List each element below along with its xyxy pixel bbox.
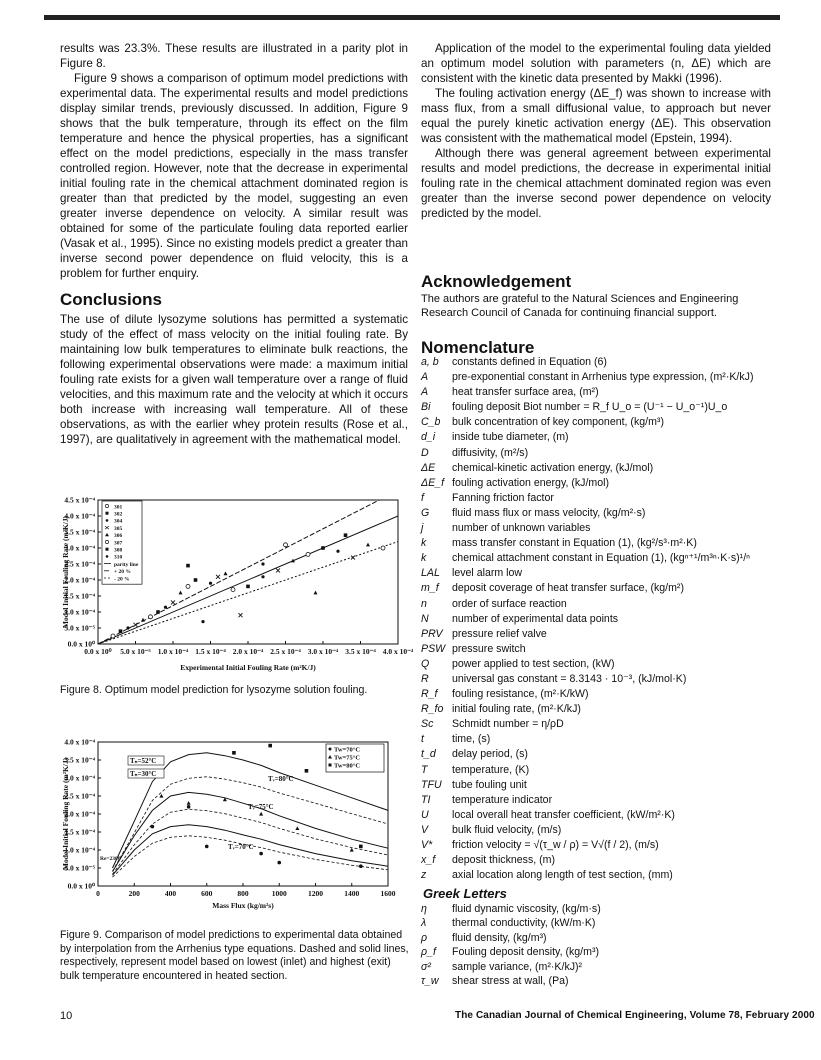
symbol: PSW bbox=[421, 642, 446, 655]
symbol: a, b bbox=[421, 356, 439, 368]
x-tick-label: 4.0 x 10⁻⁴ bbox=[382, 647, 413, 656]
y-tick-label: 1.5 x 10⁻⁴ bbox=[64, 591, 95, 601]
symbol: σ² bbox=[421, 960, 431, 973]
legend-marker bbox=[329, 764, 332, 767]
nomenclature-item bbox=[421, 612, 781, 627]
y-tick-label: 4.5 x 10⁻⁴ bbox=[64, 495, 95, 505]
nomenclature-item bbox=[421, 370, 781, 385]
definition: shear stress at wall, (Pa) bbox=[452, 975, 569, 988]
data-point bbox=[246, 585, 250, 589]
annotation: Tᵥ=70°C bbox=[228, 843, 254, 851]
data-point bbox=[366, 543, 370, 547]
x-tick-label: 1600 bbox=[380, 889, 396, 898]
data-point bbox=[314, 591, 318, 595]
definition: pre-exponential constant in Arrhenius type expression, (m²·K/kJ) bbox=[452, 371, 754, 384]
symbol: N bbox=[421, 612, 429, 625]
nomenclature-item bbox=[421, 747, 781, 762]
greek-item bbox=[421, 916, 781, 930]
y-tick-label: 4.0 x 10⁻⁴ bbox=[64, 511, 95, 521]
greek-item bbox=[421, 931, 781, 945]
acknowledgement-body: The authors are grateful to the Natural Sciences and Engineering Research Council of Canada for continuing financial support. bbox=[421, 293, 739, 319]
data-point bbox=[261, 575, 264, 578]
symbol: V* bbox=[421, 839, 433, 851]
symbol: ΔE bbox=[421, 461, 436, 474]
nomenclature-item bbox=[421, 400, 781, 415]
definition: fouling deposit Biot number = R_f U_o = (U⁻¹ − U_o⁻¹)U_o bbox=[452, 401, 728, 414]
y-tick-label: 0.0 x 10⁰ bbox=[67, 639, 95, 649]
definition: fluid mass flux or mass velocity, (kg/m²·s) bbox=[452, 506, 646, 519]
annotation: Tₙ=52°C bbox=[130, 757, 157, 765]
symbol: η bbox=[421, 903, 427, 915]
y-tick-label: 3.5 x 10⁻⁴ bbox=[64, 755, 95, 765]
definition: Fanning friction factor bbox=[452, 491, 554, 504]
symbol: x_f bbox=[421, 854, 436, 867]
definition: sample variance, (m²·K/kJ)² bbox=[452, 960, 583, 973]
symbol: D bbox=[421, 446, 429, 459]
x-tick-label: 1.0 x 10⁻⁴ bbox=[157, 647, 189, 656]
data-point bbox=[205, 845, 209, 849]
x-tick-label: 2.5 x 10⁻⁴ bbox=[270, 647, 301, 656]
data-point bbox=[209, 582, 212, 585]
y-tick-label: 1.5 x 10⁻⁴ bbox=[64, 827, 95, 837]
symbol: t bbox=[421, 733, 424, 746]
paragraph: results was 23.3%. These results are illustrated in a parity plot in Figure 8. bbox=[60, 42, 408, 70]
data-point bbox=[321, 546, 325, 550]
greek-letters-list bbox=[421, 902, 781, 988]
figure-9-chart bbox=[58, 736, 413, 924]
definition: delay period, (s) bbox=[452, 748, 528, 761]
legend-label: Tw=75°C bbox=[334, 754, 361, 762]
data-point bbox=[186, 584, 190, 588]
nomenclature-list bbox=[421, 355, 781, 883]
legend-label: 306 bbox=[114, 533, 123, 540]
definition: constants defined in Equation (6) bbox=[452, 356, 607, 368]
nomenclature-item bbox=[421, 808, 781, 823]
data-point bbox=[179, 591, 183, 595]
symbol: k bbox=[421, 537, 427, 550]
legend-marker bbox=[105, 540, 108, 543]
symbol: ΔE_f bbox=[421, 476, 445, 489]
legend-label: - 20 % bbox=[114, 576, 130, 583]
definition: bulk concentration of key component, (kg/m³) bbox=[452, 416, 664, 429]
right-column-text bbox=[421, 41, 771, 221]
data-point bbox=[194, 578, 198, 582]
symbol: G bbox=[421, 506, 430, 519]
x-tick-label: 800 bbox=[237, 889, 249, 898]
nomenclature-item bbox=[421, 793, 781, 808]
figure-8-chart bbox=[58, 492, 413, 680]
nomenclature-item bbox=[421, 430, 781, 445]
data-point bbox=[111, 634, 115, 638]
annotation: Tₙ=30°C bbox=[130, 770, 157, 778]
definition: local overall heat transfer coefficient, (kW/m²·K) bbox=[452, 808, 675, 821]
data-point bbox=[268, 744, 272, 748]
greek-item bbox=[421, 945, 781, 959]
symbol: d_i bbox=[421, 431, 436, 444]
y-tick-label: 1.0 x 10⁻⁴ bbox=[64, 607, 95, 617]
nomenclature-item bbox=[421, 823, 781, 838]
data-point bbox=[119, 629, 123, 633]
definition: diffusivity, (m²/s) bbox=[452, 446, 529, 459]
annotation: Tᵥ=75°C bbox=[248, 803, 274, 811]
x-axis-label: Mass Flux (kg/m²s) bbox=[212, 901, 274, 910]
symbol: t_d bbox=[421, 748, 436, 761]
symbol: m_f bbox=[421, 582, 439, 595]
definition: axial location along length of test section, (mm) bbox=[452, 869, 673, 882]
definition: pressure relief valve bbox=[452, 627, 547, 640]
definition: tube fouling unit bbox=[452, 778, 527, 791]
legend-marker bbox=[106, 548, 109, 551]
definition: thermal conductivity, (kW/m·K) bbox=[452, 917, 596, 930]
data-point bbox=[216, 575, 220, 579]
definition: chemical-kinetic activation energy, (kJ/mol) bbox=[452, 461, 654, 474]
symbol: z bbox=[421, 869, 427, 882]
line-2 bbox=[98, 542, 398, 644]
left-column-text bbox=[60, 41, 408, 281]
y-tick-label: 2.0 x 10⁻⁴ bbox=[64, 575, 95, 585]
legend-label: 304 bbox=[114, 518, 123, 525]
nomenclature-item bbox=[421, 687, 781, 702]
legend-marker bbox=[105, 504, 108, 507]
symbol: λ bbox=[421, 917, 427, 930]
data-point bbox=[344, 533, 348, 537]
data-point bbox=[306, 552, 310, 556]
paragraph: Figure 9 shows a comparison of optimum model predictions with experimental data. The experimental results and model predictions display similar trends, previously discussed. In addition, Figure 9 shows that the bulk temperature, through its effect on the film temperature and hence the physical properties, has a significant effect on the model predictions, especially in the mass transfer controlled region. However, note that the decrease in experimental initial fouling rate in the chemical attachment dominated region is greater than that predicted by the model, suggesting an even greater inverse dependence on velocity. A similar result was obtained for some of the particulate fouling data reported earlier (Vasak et al., 1995). Since no existing models predict a greater than inverse second power dependence on fluid velocity, this is a problem for further enquiry. bbox=[60, 72, 408, 280]
symbol: ρ_f bbox=[421, 946, 436, 959]
legend-label: 310 bbox=[114, 554, 123, 561]
legend-marker bbox=[106, 519, 109, 522]
legend-marker bbox=[106, 512, 109, 515]
definition: universal gas constant = 8.3143 · 10⁻³, (kJ/mol·K) bbox=[452, 672, 687, 685]
definition: inside tube diameter, (m) bbox=[452, 431, 569, 444]
nomenclature-item bbox=[421, 415, 781, 430]
data-point bbox=[151, 825, 155, 829]
nomenclature-item bbox=[421, 355, 781, 370]
definition: number of experimental data points bbox=[452, 612, 619, 625]
annotation: Tᵥ=80°C bbox=[268, 775, 294, 783]
data-point bbox=[159, 794, 163, 798]
y-axis-label: Model Initial Fouling Rate (m²K/J) bbox=[61, 757, 70, 871]
y-tick-label: 1.0 x 10⁻⁴ bbox=[64, 845, 95, 855]
data-point bbox=[305, 769, 309, 773]
definition: fluid dynamic viscosity, (kg/m·s) bbox=[452, 903, 601, 915]
greek-item bbox=[421, 960, 781, 974]
x-tick-label: 1000 bbox=[271, 889, 287, 898]
nomenclature-item bbox=[421, 597, 781, 612]
nomenclature-item bbox=[421, 702, 781, 717]
definition: order of surface reaction bbox=[452, 597, 567, 610]
x-tick-label: 0 bbox=[96, 889, 100, 898]
symbol: k bbox=[421, 552, 427, 565]
data-point bbox=[224, 571, 228, 575]
paragraph: The fouling activation energy (ΔE_f) was shown to increase with mass flux, from a small diffusional value, to approach but never equal the purely kinetic activation energy (ΔE). This observation was consistent with the mathematical model (Epstein, 1994). bbox=[421, 87, 771, 145]
legend-label: Tw=80°C bbox=[334, 762, 361, 770]
x-tick-label: 2.0 x 10⁻⁴ bbox=[232, 647, 264, 656]
data-point bbox=[164, 606, 167, 609]
definition: mass transfer constant in Equation (1), (kg²/s³·m²·K) bbox=[452, 537, 697, 550]
y-tick-label: 2.5 x 10⁻⁴ bbox=[64, 791, 95, 801]
legend-marker bbox=[106, 555, 109, 558]
data-point bbox=[259, 812, 263, 816]
nomenclature-item bbox=[421, 642, 781, 657]
legend-label: 305 bbox=[114, 525, 123, 532]
symbol: C_b bbox=[421, 416, 441, 429]
symbol: Bi bbox=[421, 401, 431, 414]
data-point bbox=[295, 826, 299, 830]
y-tick-label: 3.0 x 10⁻⁴ bbox=[64, 543, 95, 553]
nomenclature-item bbox=[421, 521, 781, 536]
figure-8-caption: Figure 8. Optimum model prediction for lysozyme solution fouling. bbox=[60, 684, 368, 696]
conclusions-body: The use of dilute lysozyme solutions has permitted a systematic study of the effect of mass velocity on the initial fouling rate. By maintaining low bulk temperatures to eliminate bulk reactions, the following experimental observations were made: a maximum initial fouling rate exists for a given wall temperature over a range of fluid velocities, and this maximum rate and the velocity at which it occurs both increase with increasing wall temperature. All of these observations, as with the earlier whey protein results (Rose et al., 1997), are qualitatively in agreement with the mathematical model. bbox=[60, 313, 408, 446]
definition: number of unknown variables bbox=[452, 522, 591, 535]
greek-letters-heading: Greek Letters bbox=[423, 886, 507, 901]
legend-label: 301 bbox=[114, 504, 123, 511]
nomenclature-item bbox=[421, 385, 781, 400]
definition: Schmidt number = η/ρD bbox=[452, 718, 564, 731]
legend-marker bbox=[329, 748, 332, 751]
y-tick-label: 0.0 x 10⁰ bbox=[67, 881, 95, 891]
data-point bbox=[231, 588, 235, 592]
symbol: TFU bbox=[421, 778, 442, 791]
symbol: R_f bbox=[421, 688, 438, 701]
nomenclature-item bbox=[421, 657, 781, 672]
data-point bbox=[134, 623, 138, 627]
nomenclature-item bbox=[421, 778, 781, 793]
symbol: A bbox=[421, 386, 429, 399]
data-point bbox=[276, 568, 280, 572]
paragraph: Although there was general agreement between experimental results and model predictions, the decrease in experimental initial fouling rate in the chemical attachment dominated region was even greater than the inverse second power dependence on velocity predicted by the model. bbox=[421, 147, 771, 220]
definition: deposit thickness, (m) bbox=[452, 854, 556, 867]
data-point bbox=[201, 620, 204, 623]
x-tick-label: 5.0 x 10⁻⁵ bbox=[120, 647, 151, 656]
symbol: U bbox=[421, 808, 429, 821]
data-point bbox=[171, 600, 175, 604]
nomenclature-item bbox=[421, 627, 781, 642]
nomenclature-item bbox=[421, 672, 781, 687]
symbol: n bbox=[421, 597, 427, 610]
x-tick-label: 200 bbox=[128, 889, 140, 898]
symbol: ρ bbox=[421, 931, 428, 944]
symbol: τ_w bbox=[421, 975, 439, 988]
x-axis-label: Experimental Initial Fouling Rate (m²K/J) bbox=[180, 663, 316, 672]
definition: heat transfer surface area, (m²) bbox=[452, 386, 599, 399]
data-point bbox=[284, 543, 288, 547]
nomenclature-item bbox=[421, 717, 781, 732]
symbol: V bbox=[421, 823, 429, 836]
symbol: Sc bbox=[421, 718, 434, 731]
acknowledgement-heading: Acknowledgement bbox=[421, 272, 572, 291]
data-point bbox=[149, 615, 153, 619]
definition: bulk fluid velocity, (m/s) bbox=[452, 823, 562, 836]
definition: chemical attachment constant in Equation (1), (kgⁿ⁺¹/m³ⁿ·K·s)¹/ⁿ bbox=[452, 552, 751, 565]
y-tick-label: 5.0 x 10⁻⁵ bbox=[64, 863, 95, 873]
nomenclature-item bbox=[421, 506, 781, 521]
symbol: R bbox=[421, 672, 429, 685]
nomenclature-heading: Nomenclature bbox=[421, 338, 535, 357]
x-tick-label: 400 bbox=[164, 889, 177, 898]
data-point bbox=[259, 852, 263, 856]
data-point bbox=[381, 546, 385, 550]
legend-label: + 20 % bbox=[114, 569, 131, 576]
data-point bbox=[186, 564, 190, 568]
nomenclature-item bbox=[421, 581, 781, 596]
data-point bbox=[187, 805, 191, 809]
definition: deposit coverage of heat transfer surface, (kg/m²) bbox=[452, 582, 684, 595]
definition: friction velocity = √(τ_w / ρ) = V√(f / 2), (m/s) bbox=[452, 839, 659, 851]
data-point bbox=[187, 801, 191, 805]
greek-item bbox=[421, 974, 781, 988]
y-axis-label: Model Initial Fouling Rate (m²K/J) bbox=[61, 515, 70, 629]
x-tick-label: 3.0 x 10⁻⁴ bbox=[307, 647, 339, 656]
x-tick-label: 3.5 x 10⁻⁴ bbox=[345, 647, 376, 656]
legend-label: 302 bbox=[114, 511, 123, 518]
y-tick-label: 3.0 x 10⁻⁴ bbox=[64, 773, 95, 783]
definition: power applied to test section, (kW) bbox=[452, 657, 615, 670]
annotation: Re=2300 bbox=[100, 856, 121, 862]
x-tick-label: 1200 bbox=[308, 889, 323, 898]
y-tick-label: 5.0 x 10⁻⁵ bbox=[64, 623, 95, 633]
definition: fluid density, (kg/m³) bbox=[452, 931, 547, 944]
top-rule bbox=[44, 15, 780, 20]
journal-footer: The Canadian Journal of Chemical Engineering, Volume 78, February 2000 bbox=[455, 1010, 815, 1021]
symbol: f bbox=[421, 491, 424, 504]
legend-label: 307 bbox=[114, 540, 123, 547]
plot-frame bbox=[98, 500, 398, 644]
paragraph: Application of the model to the experimental fouling data yielded an optimum model solution with parameters (n, ΔE) which are consistent with the kinetic data presented by Makki (1996). bbox=[421, 42, 771, 85]
definition: initial fouling rate, (m²·K/kJ) bbox=[452, 703, 581, 716]
model-curve-dashed bbox=[113, 777, 389, 871]
symbol: TI bbox=[421, 793, 431, 806]
definition: time, (s) bbox=[452, 733, 491, 746]
data-point bbox=[351, 556, 355, 560]
nomenclature-item bbox=[421, 491, 781, 506]
nomenclature-item bbox=[421, 536, 781, 551]
figure-9-caption: Figure 9. Comparison of model predictions to experimental data obtained by interpolation from the Arrhenius type equations. Dashed and solid lines, respectively, represent model based on lowest (inlet) and highest (exit) bulk temperature encountered in heated section. bbox=[60, 929, 409, 982]
x-tick-label: 1.5 x 10⁻⁴ bbox=[195, 647, 226, 656]
nomenclature-item bbox=[421, 732, 781, 747]
definition: fouling activation energy, (kJ/mol) bbox=[452, 476, 610, 489]
definition: pressure switch bbox=[452, 642, 526, 655]
data-point bbox=[359, 864, 363, 868]
legend-label: 308 bbox=[114, 547, 123, 554]
y-tick-label: 4.0 x 10⁻⁴ bbox=[64, 737, 95, 747]
nomenclature-item bbox=[421, 838, 781, 853]
nomenclature-item bbox=[421, 868, 781, 883]
nomenclature-item bbox=[421, 446, 781, 461]
symbol: PRV bbox=[421, 627, 443, 640]
nomenclature-item bbox=[421, 551, 781, 566]
data-point bbox=[350, 848, 354, 852]
x-tick-label: 600 bbox=[201, 889, 213, 898]
y-tick-label: 2.0 x 10⁻⁴ bbox=[64, 809, 95, 819]
nomenclature-item bbox=[421, 763, 781, 778]
line-0 bbox=[98, 516, 398, 644]
symbol: T bbox=[421, 763, 428, 776]
data-point bbox=[261, 562, 264, 565]
nomenclature-item bbox=[421, 461, 781, 476]
data-point bbox=[359, 845, 363, 849]
data-point bbox=[126, 626, 129, 629]
nomenclature-item bbox=[421, 566, 781, 581]
data-point bbox=[277, 861, 281, 865]
page-number: 10 bbox=[60, 1010, 73, 1022]
data-point bbox=[336, 550, 339, 553]
conclusions-heading: Conclusions bbox=[60, 290, 163, 309]
symbol: j bbox=[421, 522, 424, 535]
x-tick-label: 1400 bbox=[344, 889, 360, 898]
data-point bbox=[239, 613, 243, 617]
legend-label: Tw=70°C bbox=[334, 746, 361, 754]
nomenclature-item bbox=[421, 476, 781, 491]
definition: level alarm low bbox=[452, 567, 523, 580]
symbol: Q bbox=[421, 657, 430, 670]
data-point bbox=[232, 751, 236, 755]
nomenclature-item bbox=[421, 853, 781, 868]
symbol: R_fo bbox=[421, 703, 444, 716]
greek-item bbox=[421, 902, 781, 916]
y-tick-label: 3.5 x 10⁻⁴ bbox=[64, 527, 95, 537]
legend-label: parity line bbox=[114, 561, 139, 568]
model-curve-dashed bbox=[113, 836, 389, 877]
x-tick-label: 0.0 x 10⁰ bbox=[84, 647, 112, 656]
symbol: A bbox=[421, 371, 429, 384]
data-point bbox=[156, 610, 160, 614]
definition: temperature, (K) bbox=[452, 763, 530, 776]
definition: temperature indicator bbox=[452, 793, 553, 806]
y-tick-label: 2.5 x 10⁻⁴ bbox=[64, 559, 95, 569]
symbol: LAL bbox=[421, 567, 440, 580]
definition: Fouling deposit density, (kg/m³) bbox=[452, 946, 599, 959]
definition: fouling resistance, (m²·K/kW) bbox=[452, 688, 589, 701]
